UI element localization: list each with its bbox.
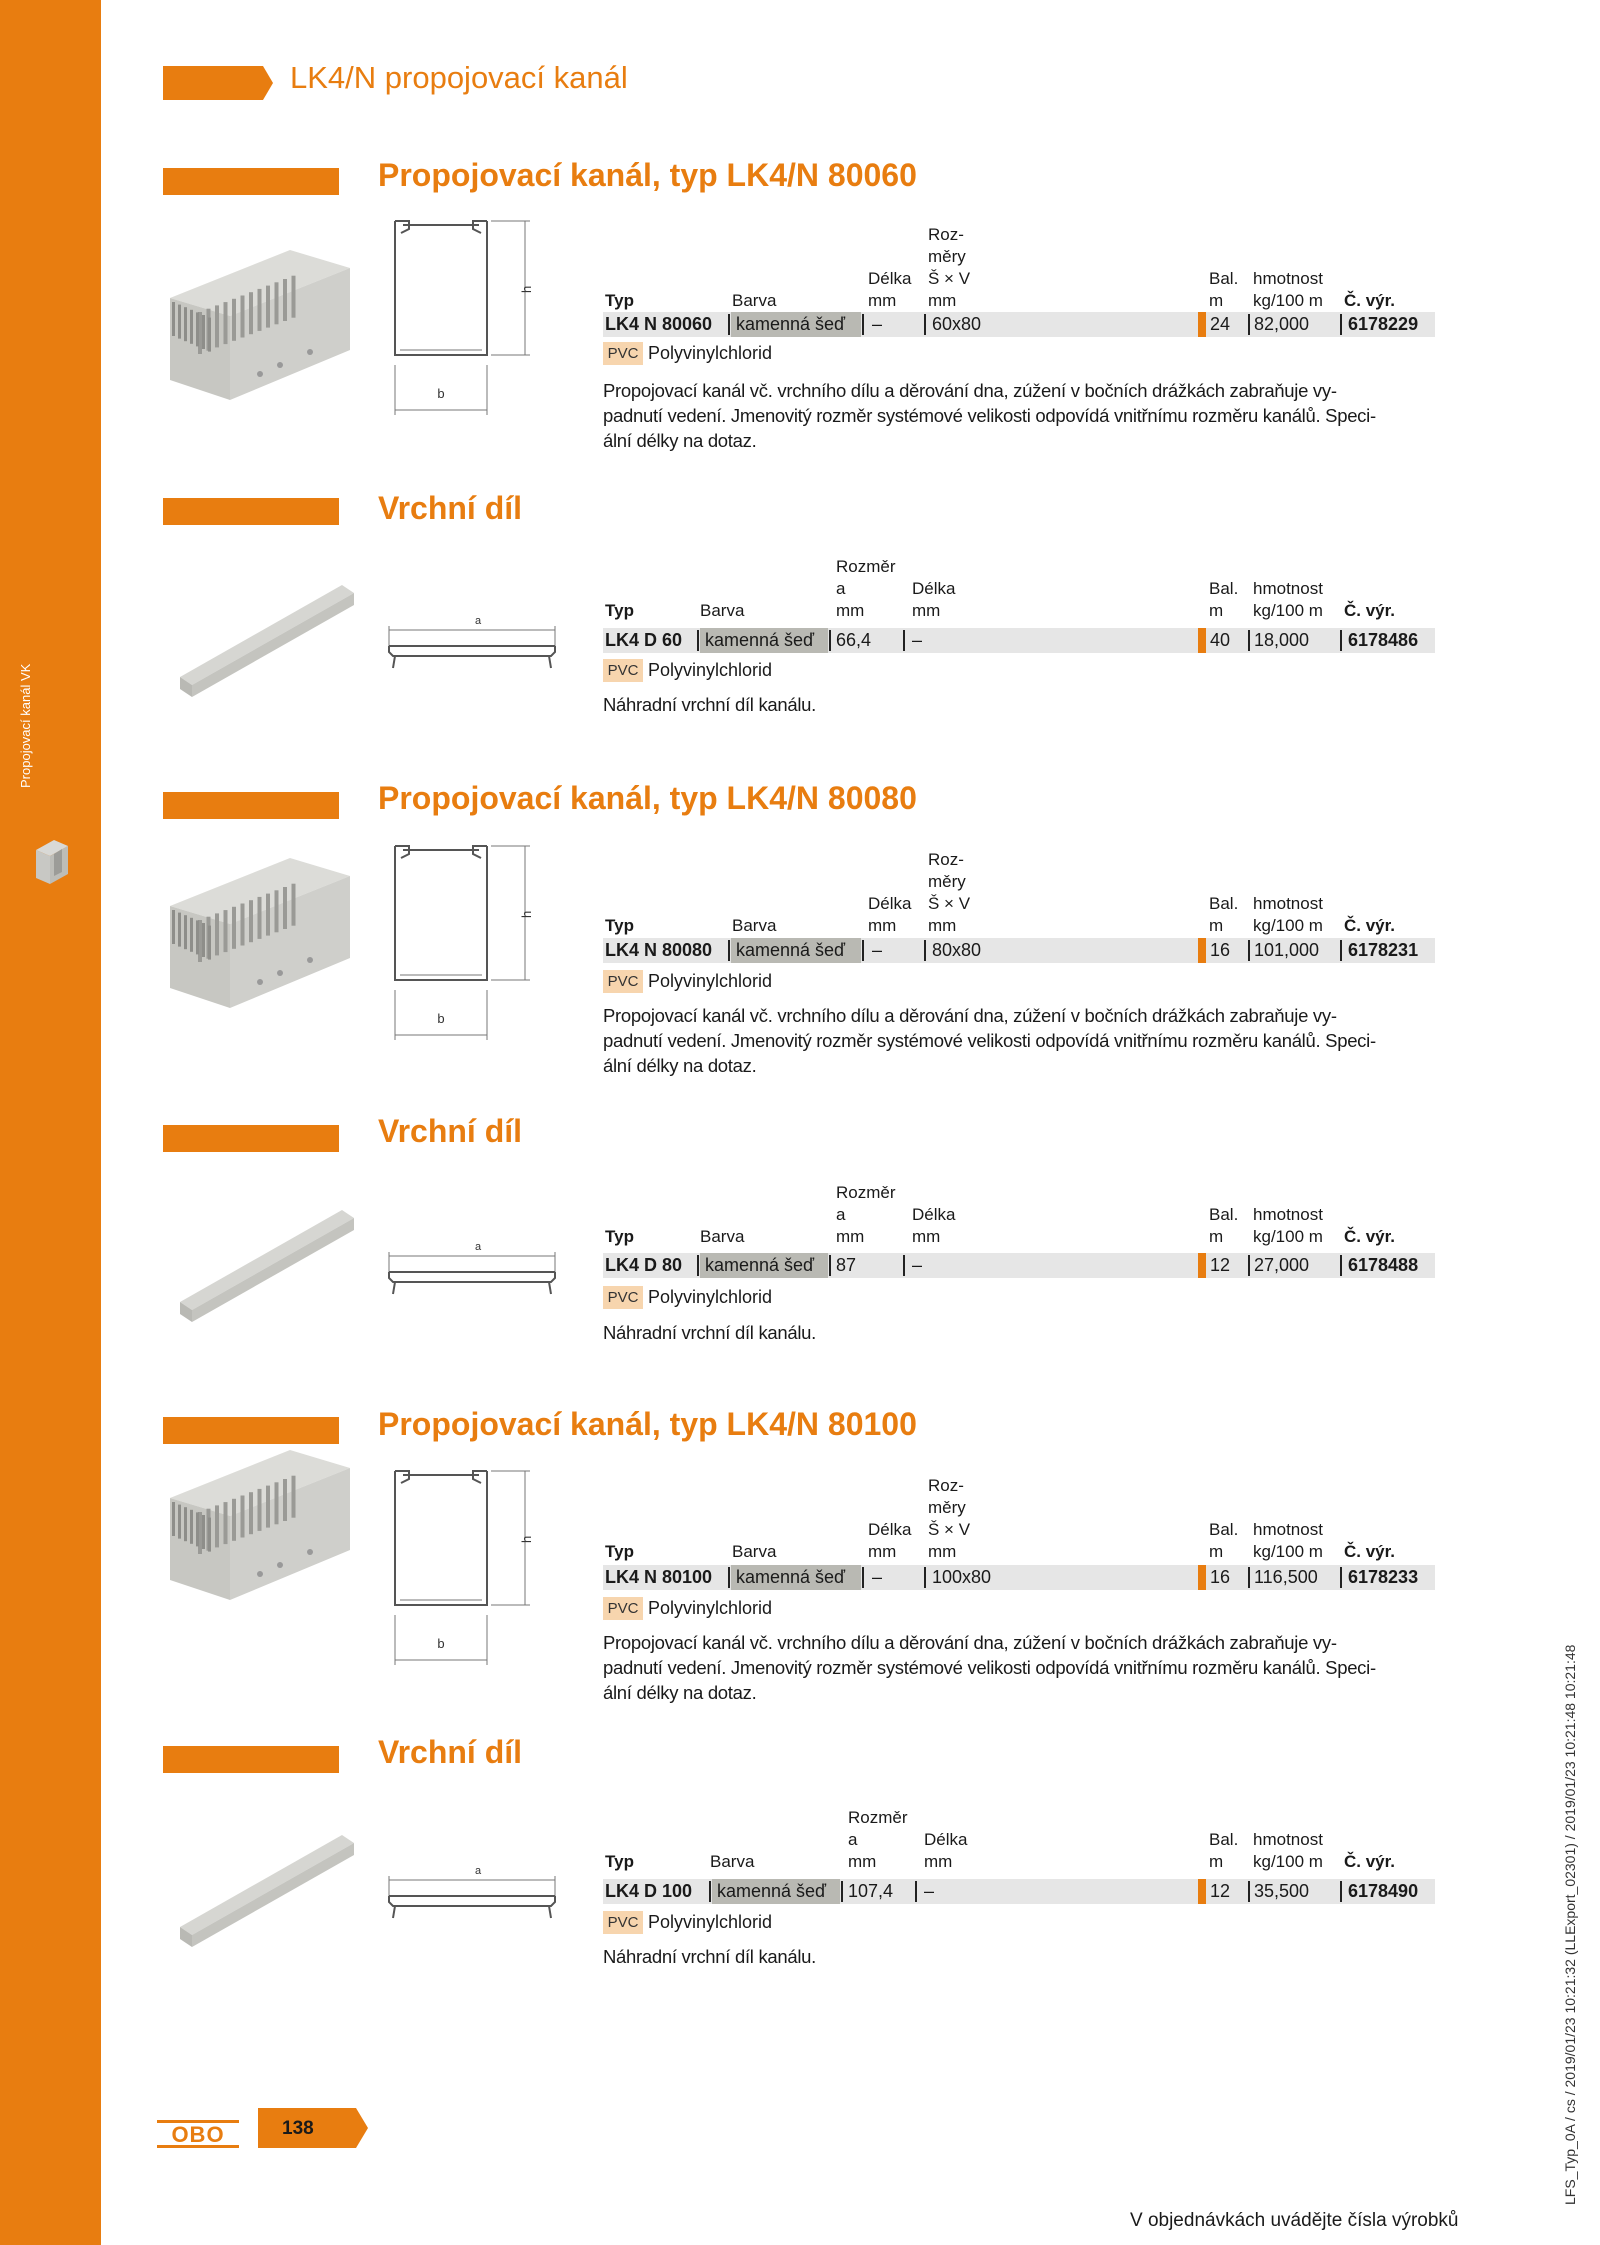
sidebar bbox=[0, 0, 101, 2245]
column-separator bbox=[1340, 1567, 1342, 1588]
col-header-rozmer: Rozměr bbox=[836, 557, 896, 576]
section-title: Vrchní díl bbox=[378, 490, 523, 526]
column-separator bbox=[697, 1255, 699, 1276]
product-type: LK4 D 100 bbox=[605, 1881, 693, 1901]
cover-cross-section-drawing bbox=[385, 1862, 560, 1924]
col-header-bal: Bal. bbox=[1209, 1830, 1239, 1849]
material-name: Polyvinylchlorid bbox=[648, 660, 773, 680]
section-title: Vrchní díl bbox=[378, 1113, 523, 1149]
col-header-typ: Typ bbox=[605, 1852, 634, 1871]
col-header-rozmery: měry bbox=[928, 247, 966, 266]
col-header-rozmery: měry bbox=[928, 872, 966, 891]
column-separator bbox=[903, 630, 905, 651]
product-type: LK4 N 80080 bbox=[605, 940, 713, 960]
col-header-cvyr: Č. výr. bbox=[1344, 601, 1396, 620]
col-header-typ: Typ bbox=[605, 1227, 634, 1246]
page-title: LK4/N propojovací kanál bbox=[290, 60, 628, 95]
col-header-barva: Barva bbox=[700, 1227, 745, 1246]
column-separator bbox=[862, 1567, 864, 1588]
svg-text:b: b bbox=[437, 1636, 445, 1651]
column-separator bbox=[1248, 940, 1250, 961]
material-name: Polyvinylchlorid bbox=[648, 1598, 773, 1618]
section-bar bbox=[163, 1417, 339, 1444]
col-header-hmotnost-unit: kg/100 m bbox=[1253, 1852, 1323, 1871]
section-title: Propojovací kanál, typ LK4/N 80100 bbox=[378, 1406, 917, 1442]
product-article-number: 6178229 bbox=[1348, 314, 1419, 334]
col-header-barva: Barva bbox=[732, 291, 777, 310]
product-color: kamenná šeď bbox=[712, 1879, 840, 1904]
col-header-delka-unit: mm bbox=[868, 291, 897, 310]
description-line: padnutí vedení. Jmenovitý rozměr systémové velikosti odpovídá vnitřnímu rozměru kanálů. Speci- bbox=[603, 1657, 1376, 1678]
description-line: ální délky na dotaz. bbox=[603, 1055, 757, 1076]
col-header-typ: Typ bbox=[605, 601, 634, 620]
column-separator bbox=[924, 1567, 926, 1588]
section-bar bbox=[163, 1125, 339, 1152]
col-header-delka: Délka bbox=[868, 894, 912, 913]
col-header-rozmery: Š × V bbox=[928, 1520, 971, 1539]
product-article-number: 6178231 bbox=[1348, 940, 1419, 960]
col-header-hmotnost: hmotnost bbox=[1253, 1205, 1323, 1224]
product-weight: 101,000 bbox=[1254, 940, 1320, 960]
col-header-rozmery-unit: mm bbox=[928, 916, 957, 935]
svg-text:h: h bbox=[519, 285, 534, 293]
col-header-hmotnost-unit: kg/100 m bbox=[1253, 1227, 1323, 1246]
material-badge: PVC bbox=[603, 970, 643, 993]
product-type: LK4 N 80060 bbox=[605, 314, 713, 334]
description-line: Náhradní vrchní díl kanálu. bbox=[603, 1946, 816, 1967]
product-length: – bbox=[912, 630, 923, 650]
product-article-number: 6178486 bbox=[1348, 630, 1419, 650]
column-separator bbox=[915, 1881, 917, 1902]
product-weight: 35,500 bbox=[1254, 1881, 1310, 1901]
description-line: Propojovací kanál vč. vrchního dílu a děrování dna, zúžení v bočních drážkách zabraňuje vy- bbox=[603, 1005, 1337, 1026]
section-title: Propojovací kanál, typ LK4/N 80080 bbox=[378, 780, 917, 816]
channel-product-photo bbox=[160, 858, 360, 1013]
column-separator bbox=[829, 630, 831, 651]
col-header-rozmery-unit: mm bbox=[928, 291, 957, 310]
product-weight: 18,000 bbox=[1254, 630, 1310, 650]
col-header-hmotnost: hmotnost bbox=[1253, 1830, 1323, 1849]
product-weight: 116,500 bbox=[1254, 1567, 1318, 1587]
product-dimension-a: 87 bbox=[836, 1255, 857, 1275]
column-separator bbox=[1340, 1881, 1342, 1902]
col-header-barva: Barva bbox=[710, 1852, 755, 1871]
pack-marker bbox=[1198, 628, 1206, 653]
col-header-bal: Bal. bbox=[1209, 269, 1239, 288]
product-article-number: 6178233 bbox=[1348, 1567, 1419, 1587]
material-name: Polyvinylchlorid bbox=[648, 971, 773, 991]
channel-cross-section-drawing bbox=[385, 215, 555, 420]
print-metadata: LFS_Typ_0A / cs / 2019/01/23 10:21:32 (LLExport_02301) / 2019/01/23 10:21:48 10:21:48 bbox=[1562, 1644, 1578, 2205]
column-separator bbox=[1340, 940, 1342, 961]
col-header-bal-unit: m bbox=[1209, 916, 1224, 935]
product-article-number: 6178488 bbox=[1348, 1255, 1419, 1275]
column-separator bbox=[728, 1567, 730, 1588]
material-badge: PVC bbox=[603, 1911, 643, 1934]
column-separator bbox=[862, 940, 864, 961]
col-header-rozmer-unit: mm bbox=[836, 601, 865, 620]
svg-text:a: a bbox=[474, 1865, 482, 1877]
column-separator bbox=[1248, 314, 1250, 335]
col-header-hmotnost-unit: kg/100 m bbox=[1253, 291, 1323, 310]
channel-product-photo bbox=[160, 250, 360, 405]
col-header-rozmery-unit: mm bbox=[928, 1542, 957, 1561]
col-header-rozmer: a bbox=[836, 579, 846, 598]
channel-product-photo bbox=[160, 1450, 360, 1605]
col-header-delka: Délka bbox=[868, 269, 912, 288]
col-header-bal: Bal. bbox=[1209, 1520, 1239, 1539]
section-bar bbox=[163, 498, 339, 525]
col-header-bal-unit: m bbox=[1209, 1542, 1224, 1561]
material-badge: PVC bbox=[603, 1597, 643, 1620]
channel-cross-section-drawing bbox=[385, 1465, 555, 1670]
col-header-delka-unit: mm bbox=[912, 601, 941, 620]
col-header-delka: Délka bbox=[912, 579, 956, 598]
product-pack: 16 bbox=[1210, 1567, 1231, 1587]
product-pack: 24 bbox=[1210, 314, 1231, 334]
product-article-number: 6178490 bbox=[1348, 1881, 1419, 1901]
column-separator bbox=[728, 940, 730, 961]
svg-text:OBO: OBO bbox=[171, 2122, 225, 2147]
column-separator bbox=[862, 314, 864, 335]
col-header-delka: Délka bbox=[912, 1205, 956, 1224]
col-header-rozmer: Rozměr bbox=[836, 1183, 896, 1202]
product-pack: 40 bbox=[1210, 630, 1231, 650]
col-header-rozmery: Roz- bbox=[928, 225, 964, 244]
col-header-barva: Barva bbox=[732, 916, 777, 935]
svg-text:h: h bbox=[519, 910, 534, 918]
col-header-cvyr: Č. výr. bbox=[1344, 291, 1396, 310]
section-title: Propojovací kanál, typ LK4/N 80060 bbox=[378, 157, 917, 193]
product-dimensions: 80x80 bbox=[932, 940, 982, 960]
col-header-cvyr: Č. výr. bbox=[1344, 1227, 1396, 1246]
column-separator bbox=[709, 1881, 711, 1902]
col-header-rozmer: Rozměr bbox=[848, 1808, 908, 1827]
product-length: – bbox=[924, 1881, 935, 1901]
product-type: LK4 D 60 bbox=[605, 630, 683, 650]
svg-text:a: a bbox=[474, 1241, 482, 1253]
column-separator bbox=[903, 1255, 905, 1276]
product-dimension-a: 66,4 bbox=[836, 630, 872, 650]
header-tab bbox=[163, 66, 273, 100]
page-number: 138 bbox=[282, 2118, 314, 2139]
description-line: Propojovací kanál vč. vrchního dílu a děrování dna, zúžení v bočních drážkách zabraňuje vy- bbox=[603, 380, 1337, 401]
col-header-delka-unit: mm bbox=[868, 1542, 897, 1561]
cover-cross-section-drawing bbox=[385, 612, 560, 674]
col-header-typ: Typ bbox=[605, 916, 634, 935]
pack-marker bbox=[1198, 1565, 1206, 1590]
product-color: kamenná šeď bbox=[700, 1253, 828, 1278]
channel-thumbnail-icon bbox=[30, 836, 72, 888]
col-header-typ: Typ bbox=[605, 1542, 634, 1561]
product-color: kamenná šeď bbox=[700, 628, 828, 653]
obo-logo bbox=[157, 2120, 239, 2148]
column-separator bbox=[1248, 1255, 1250, 1276]
product-length: – bbox=[872, 314, 883, 334]
column-separator bbox=[829, 1255, 831, 1276]
description-line: Propojovací kanál vč. vrchního dílu a děrování dna, zúžení v bočních drážkách zabraňuje vy- bbox=[603, 1632, 1337, 1653]
section-bar bbox=[163, 1746, 339, 1773]
material-name: Polyvinylchlorid bbox=[648, 1287, 773, 1307]
pack-marker bbox=[1198, 938, 1206, 963]
product-pack: 12 bbox=[1210, 1255, 1231, 1275]
col-header-barva: Barva bbox=[732, 1542, 777, 1561]
col-header-bal-unit: m bbox=[1209, 1227, 1224, 1246]
section-bar bbox=[163, 168, 339, 195]
col-header-rozmery: Roz- bbox=[928, 1476, 964, 1495]
description-line: Náhradní vrchní díl kanálu. bbox=[603, 1322, 816, 1343]
col-header-bal: Bal. bbox=[1209, 894, 1239, 913]
svg-text:a: a bbox=[474, 615, 482, 627]
cover-cross-section-drawing bbox=[385, 1238, 560, 1300]
column-separator bbox=[1248, 1567, 1250, 1588]
product-type: LK4 N 80100 bbox=[605, 1567, 713, 1587]
description-line: ální délky na dotaz. bbox=[603, 430, 757, 451]
col-header-rozmer-unit: mm bbox=[848, 1852, 877, 1871]
description-line: padnutí vedení. Jmenovitý rozměr systémové velikosti odpovídá vnitřnímu rozměru kanálů. Speci- bbox=[603, 405, 1376, 426]
col-header-bal-unit: m bbox=[1209, 601, 1224, 620]
product-dimension-a: 107,4 bbox=[848, 1881, 894, 1901]
col-header-hmotnost: hmotnost bbox=[1253, 894, 1323, 913]
col-header-delka: Délka bbox=[924, 1830, 968, 1849]
section-bar bbox=[163, 792, 339, 819]
col-header-hmotnost-unit: kg/100 m bbox=[1253, 601, 1323, 620]
column-separator bbox=[1340, 630, 1342, 651]
col-header-hmotnost: hmotnost bbox=[1253, 1520, 1323, 1539]
col-header-rozmer: a bbox=[836, 1205, 846, 1224]
product-length: – bbox=[912, 1255, 923, 1275]
col-header-rozmer: a bbox=[848, 1830, 858, 1849]
material-name: Polyvinylchlorid bbox=[648, 343, 773, 363]
product-weight: 82,000 bbox=[1254, 314, 1310, 334]
col-header-rozmer-unit: mm bbox=[836, 1227, 865, 1246]
product-dimensions: 100x80 bbox=[932, 1567, 992, 1587]
col-header-hmotnost: hmotnost bbox=[1253, 579, 1323, 598]
col-header-hmotnost-unit: kg/100 m bbox=[1253, 916, 1323, 935]
product-weight: 27,000 bbox=[1254, 1255, 1310, 1275]
product-color: kamenná šeď bbox=[731, 938, 861, 963]
col-header-cvyr: Č. výr. bbox=[1344, 1542, 1396, 1561]
product-color: kamenná šeď bbox=[731, 312, 861, 337]
svg-text:b: b bbox=[437, 1011, 445, 1026]
footer-note: V objednávkách uvádějte čísla výrobků bbox=[1130, 2210, 1459, 2231]
column-separator bbox=[924, 314, 926, 335]
col-header-delka-unit: mm bbox=[868, 916, 897, 935]
col-header-cvyr: Č. výr. bbox=[1344, 1852, 1396, 1871]
column-separator bbox=[1340, 314, 1342, 335]
col-header-bal-unit: m bbox=[1209, 291, 1224, 310]
product-dimensions: 60x80 bbox=[932, 314, 982, 334]
cover-product-photo bbox=[172, 585, 362, 700]
col-header-hmotnost: hmotnost bbox=[1253, 269, 1323, 288]
section-title: Vrchní díl bbox=[378, 1734, 523, 1770]
column-separator bbox=[1248, 1881, 1250, 1902]
description-line: Náhradní vrchní díl kanálu. bbox=[603, 694, 816, 715]
column-separator bbox=[697, 630, 699, 651]
product-type: LK4 D 80 bbox=[605, 1255, 683, 1275]
product-pack: 16 bbox=[1210, 940, 1231, 960]
col-header-delka-unit: mm bbox=[924, 1852, 953, 1871]
column-separator bbox=[924, 940, 926, 961]
cover-product-photo bbox=[172, 1835, 362, 1950]
description-line: ální délky na dotaz. bbox=[603, 1682, 757, 1703]
column-separator bbox=[841, 1881, 843, 1902]
col-header-cvyr: Č. výr. bbox=[1344, 916, 1396, 935]
pack-marker bbox=[1198, 1253, 1206, 1278]
description-line: padnutí vedení. Jmenovitý rozměr systémové velikosti odpovídá vnitřnímu rozměru kanálů. Speci- bbox=[603, 1030, 1376, 1051]
svg-text:b: b bbox=[437, 386, 445, 401]
col-header-rozmery: Š × V bbox=[928, 269, 971, 288]
col-header-delka-unit: mm bbox=[912, 1227, 941, 1246]
sidebar-label: Propojovací kanál VK bbox=[18, 663, 33, 788]
channel-cross-section-drawing bbox=[385, 840, 555, 1045]
col-header-bal-unit: m bbox=[1209, 1852, 1224, 1871]
col-header-barva: Barva bbox=[700, 601, 745, 620]
col-header-rozmery: měry bbox=[928, 1498, 966, 1517]
pack-marker bbox=[1198, 1879, 1206, 1904]
col-header-bal: Bal. bbox=[1209, 579, 1239, 598]
column-separator bbox=[1340, 1255, 1342, 1276]
column-separator bbox=[1248, 630, 1250, 651]
material-badge: PVC bbox=[603, 659, 643, 682]
col-header-delka: Délka bbox=[868, 1520, 912, 1539]
cover-product-photo bbox=[172, 1210, 362, 1325]
material-badge: PVC bbox=[603, 1286, 643, 1309]
svg-text:h: h bbox=[519, 1535, 534, 1543]
material-badge: PVC bbox=[603, 342, 643, 365]
product-length: – bbox=[872, 1567, 883, 1587]
product-length: – bbox=[872, 940, 883, 960]
col-header-hmotnost-unit: kg/100 m bbox=[1253, 1542, 1323, 1561]
col-header-rozmery: Roz- bbox=[928, 850, 964, 869]
col-header-typ: Typ bbox=[605, 291, 634, 310]
product-color: kamenná šeď bbox=[731, 1565, 861, 1590]
product-pack: 12 bbox=[1210, 1881, 1231, 1901]
column-separator bbox=[728, 314, 730, 335]
material-name: Polyvinylchlorid bbox=[648, 1912, 773, 1932]
pack-marker bbox=[1198, 312, 1206, 337]
col-header-rozmery: Š × V bbox=[928, 894, 971, 913]
col-header-bal: Bal. bbox=[1209, 1205, 1239, 1224]
